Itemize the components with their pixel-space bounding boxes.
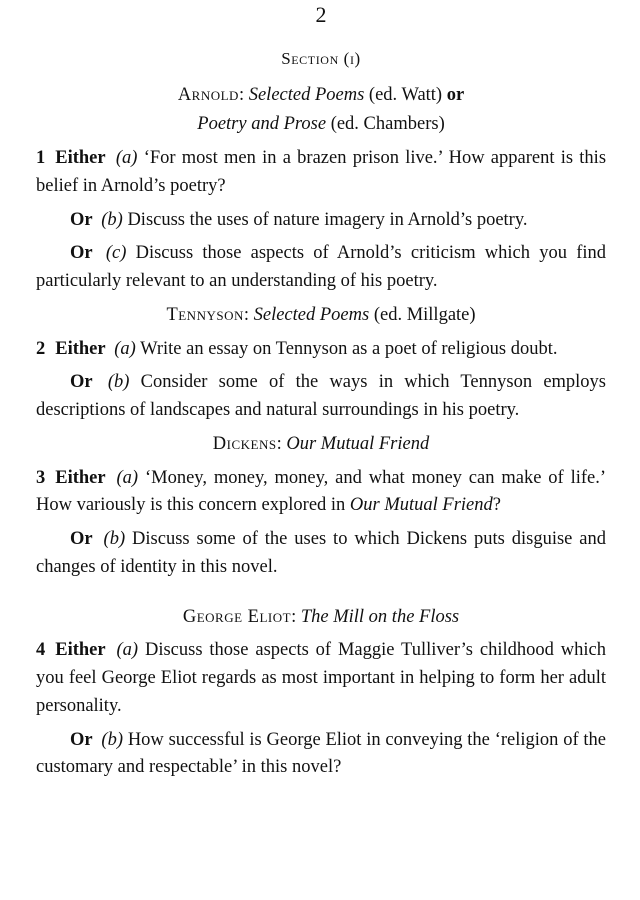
question-number: 3 bbox=[36, 467, 46, 488]
book-title: The Mill on the Floss bbox=[300, 606, 460, 627]
question-text: Consider some of the ways in which Tennyson employs descriptions of landscapes and natural surroundings in his poetry. bbox=[36, 372, 607, 420]
eliot-heading bbox=[36, 604, 606, 632]
or-label: Or bbox=[70, 243, 93, 264]
question-text: Write an essay on Tennyson as a poet of religious doubt. bbox=[140, 338, 558, 359]
separator: : bbox=[276, 433, 287, 454]
book-title: Selected Poems bbox=[253, 304, 370, 325]
question-number: 4 bbox=[36, 640, 46, 661]
or-label: Or bbox=[70, 529, 93, 549]
author-name: Arnold bbox=[177, 84, 239, 105]
page-number: 2 bbox=[315, 2, 327, 27]
question-2b bbox=[36, 369, 606, 425]
question-number: 1 bbox=[36, 148, 46, 168]
tennyson-heading bbox=[36, 302, 606, 330]
question-1b bbox=[36, 207, 606, 235]
section-heading: Section (i) bbox=[281, 49, 361, 68]
arnold-heading-line2 bbox=[36, 111, 606, 139]
part-label: (b) bbox=[101, 209, 123, 230]
either-label: Either bbox=[55, 148, 106, 168]
separator: : bbox=[243, 304, 254, 325]
question-text: ‘Money, money, money, and what money can make of life.’ How variously is this concern explored in bbox=[36, 467, 607, 516]
part-label: (b) bbox=[107, 372, 130, 393]
question-text: ‘For most men in a brazen prison live.’ How apparent is this belief in Arnold’s poetry? bbox=[36, 148, 607, 196]
arnold-heading-line1 bbox=[36, 82, 606, 110]
book-title-inline: Our Mutual Friend bbox=[349, 495, 493, 516]
part-label: (c) bbox=[105, 243, 127, 264]
editor-note: (ed. Watt) bbox=[364, 84, 447, 105]
question-text: Discuss those aspects of Maggie Tulliver’s childhood which you feel George Eliot regards as most important in helping to form her adult personality. bbox=[36, 640, 606, 716]
part-label: (a) bbox=[114, 338, 136, 359]
part-label: (a) bbox=[116, 640, 139, 661]
separator: : bbox=[238, 84, 249, 105]
question-text: How successful is George Eliot in conveying the ‘religion of the customary and respectable’ in this novel? bbox=[36, 729, 607, 778]
or-label: Or bbox=[70, 729, 93, 750]
book-title: Selected Poems bbox=[248, 84, 365, 105]
or-label: Or bbox=[70, 209, 93, 230]
question-text: Discuss the uses of nature imagery in Arnold’s poetry. bbox=[127, 209, 528, 230]
book-title: Our Mutual Friend bbox=[286, 433, 430, 454]
part-label: (b) bbox=[101, 729, 123, 750]
part-label: (a) bbox=[116, 467, 139, 488]
question-3b bbox=[36, 526, 606, 582]
question-text: Discuss some of the uses to which Dickens puts disguise and changes of identity in this novel. bbox=[36, 529, 607, 577]
eliot-block bbox=[36, 604, 606, 783]
or-label: Or bbox=[70, 372, 93, 393]
either-label: Either bbox=[55, 467, 106, 488]
question-3a bbox=[36, 465, 606, 521]
question-number: 2 bbox=[36, 338, 46, 359]
question-1c bbox=[36, 240, 606, 296]
book-title: Poetry and Prose bbox=[197, 114, 327, 135]
author-name: Dickens bbox=[212, 433, 277, 454]
dickens-block bbox=[36, 431, 606, 582]
question-1a bbox=[36, 145, 606, 201]
either-label: Either bbox=[55, 338, 106, 359]
or-word: or bbox=[446, 84, 465, 105]
tennyson-block bbox=[36, 302, 606, 425]
question-2a bbox=[36, 336, 606, 364]
question-text: Discuss those aspects of Arnold’s criticism which you find particularly relevant to an understanding of his poetry. bbox=[36, 243, 606, 291]
dickens-heading bbox=[36, 431, 606, 459]
either-label: Either bbox=[55, 640, 106, 661]
question-4b bbox=[36, 727, 606, 783]
part-label: (a) bbox=[115, 148, 138, 168]
question-end: ? bbox=[492, 495, 501, 516]
author-name: George Eliot bbox=[182, 606, 292, 627]
arnold-block bbox=[36, 82, 606, 296]
part-label: (b) bbox=[103, 529, 126, 549]
author-name: Tennyson bbox=[166, 304, 244, 325]
editor-note: (ed. Millgate) bbox=[369, 304, 476, 325]
editor-note: (ed. Chambers) bbox=[326, 114, 445, 135]
question-4a bbox=[36, 637, 606, 720]
separator: : bbox=[291, 606, 301, 627]
